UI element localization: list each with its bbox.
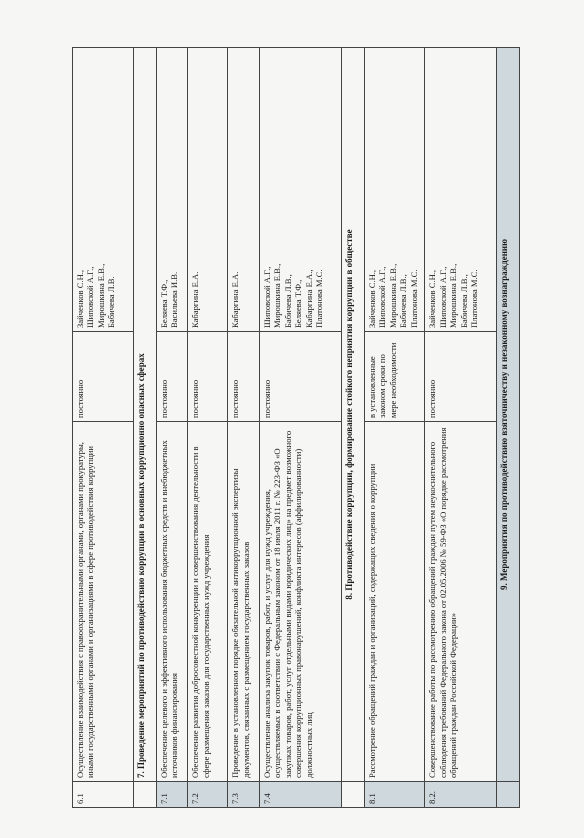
term-cell: постоянно <box>73 332 134 422</box>
measures-table <box>72 47 520 808</box>
activity-cell: Проведение в установленном порядке обязательной антикоррупционной экспертизы документов, связанных с размещением государственных заказов <box>228 422 259 782</box>
responsible-cell: Шиповской А.Г., Мирошкина Е.В., Бабичева Л.В., Беляева Т.Ф., Кабаргина Е.А., Платонова М.С. <box>259 48 341 332</box>
term-cell: в установленные законом сроки по мере необходимости <box>364 332 425 422</box>
term-cell: постоянно <box>228 332 259 422</box>
activity-cell: Обеспечение развития добросовестной конкуренции и совершенствования деятельности в сфере размещения заказов для государственных нужд учреждения <box>188 422 228 782</box>
section-number-cell <box>496 782 519 808</box>
row-number: 7.4 <box>259 782 341 808</box>
activity-cell: Рассмотрение обращений граждан и организаций, содержащих сведения о коррупции <box>364 422 425 782</box>
activity-cell: Осуществление взаимодействия с правоохранительными органами, органами прокуратуры, иными государственными органами и организациями в сфере противодействия коррупции <box>73 422 134 782</box>
section-row <box>133 48 156 808</box>
row-number: 8.1 <box>364 782 425 808</box>
activity-cell: Совершенствование работы по рассмотрению обращений граждан путем неукоснительного соблюдения требований Федерального закона от 02.05.2006 № 59-ФЗ «О порядке рассмотрения обращений граждан Российской Федерации» <box>425 422 496 782</box>
section-title: 9. Мероприятия по противодействию взяточничеству и незаконному вознаграждению <box>496 48 519 782</box>
row-number: 7.3 <box>228 782 259 808</box>
table-row <box>156 48 187 808</box>
section-number-cell <box>133 782 156 808</box>
section-row <box>341 48 364 808</box>
table-row <box>259 48 341 808</box>
row-number: 7.1 <box>156 782 187 808</box>
section-title: 8. Противодействие коррупции, формирование стойкого неприятия коррупции в обществе <box>341 48 364 782</box>
section-row <box>496 48 519 808</box>
row-number: 7.2 <box>188 782 228 808</box>
activity-cell: Осуществление анализа закупок товаров, работ, и услуг для нужд учреждения, осуществляемых в соответствии с Федеральным законом от 18 июля 2011 г. № 223-ФЗ «О закупках товаров, работ, услуг отдельными видами юридических лиц» на предмет возможного совершения коррупционных правонарушений, конфликта интересов (аффилированности) должностных лиц <box>259 422 341 782</box>
section-title: 7. Проведение мероприятий по противодействию коррупции в основных коррупционно опасных сферах <box>133 48 156 782</box>
responsible-cell: Кабаргина Е.А. <box>188 48 228 332</box>
table-row <box>73 48 134 808</box>
table-row <box>188 48 228 808</box>
term-cell: постоянно <box>425 332 496 422</box>
term-cell: постоянно <box>259 332 341 422</box>
responsible-cell: Кабаргина Е.А. <box>228 48 259 332</box>
row-number: 8.2. <box>425 782 496 808</box>
row-number: 6.1 <box>73 782 134 808</box>
activity-cell: Обеспечение целевого и эффективного использования бюджетных средств и внебюджетных источников финансирования <box>156 422 187 782</box>
responsible-cell: Беляева Т.Ф., Васильева И.В. <box>156 48 187 332</box>
table-row <box>425 48 496 808</box>
table-row <box>228 48 259 808</box>
responsible-cell: Зайченков С.Н., Шиповской А.Г., Мирошкина Е.В., Бабичева Л.В., Платонова М.С. <box>364 48 425 332</box>
table-row <box>364 48 425 808</box>
rotated-table-wrapper <box>72 48 520 808</box>
term-cell: постоянно <box>188 332 228 422</box>
section-number-cell <box>341 782 364 808</box>
responsible-cell: Зайченков С.Н., Шиповской А.Г., Мирошкина Е.В., Бабичева Л.В. <box>73 48 134 332</box>
term-cell: постоянно <box>156 332 187 422</box>
responsible-cell: Зайченков С.Н., Шиповской А.Г., Мирошкина Е.В., Бабичева Л.В., Платонова М.С. <box>425 48 496 332</box>
